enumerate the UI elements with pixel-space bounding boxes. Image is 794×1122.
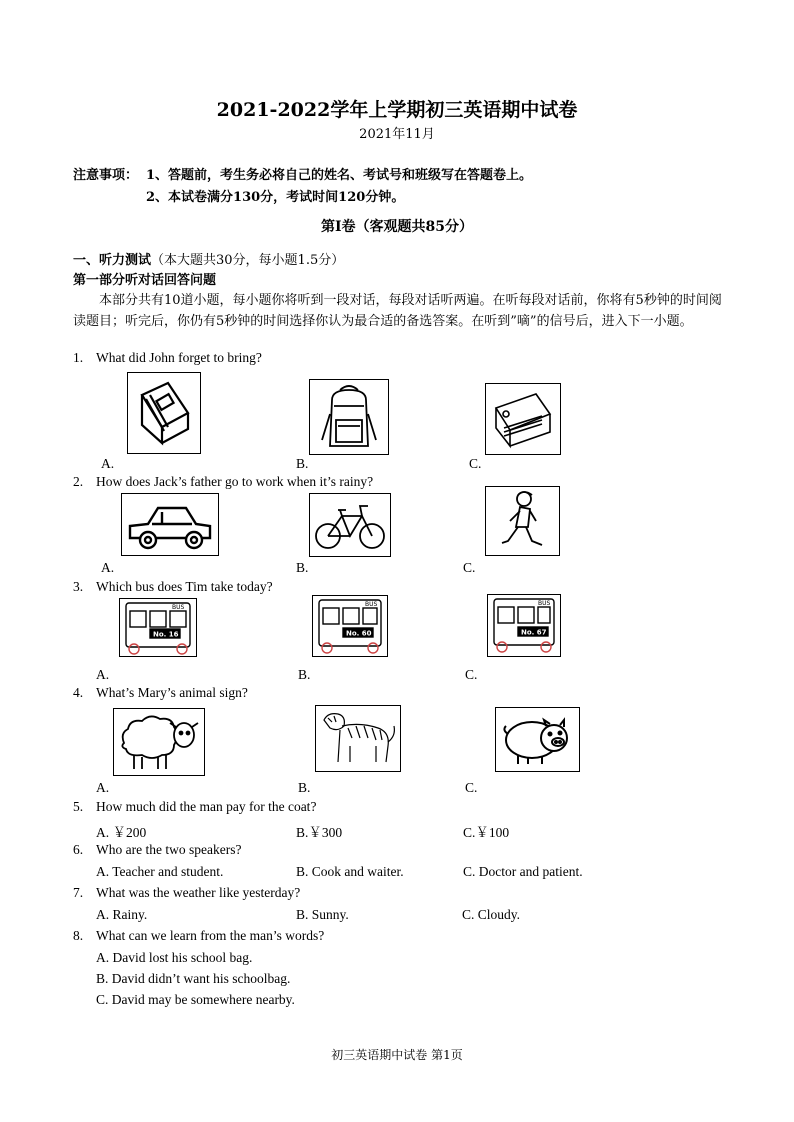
sheep-icon — [113, 708, 205, 776]
question-text: What was the weather like yesterday? — [96, 885, 301, 900]
question-text: What can we learn from the man’s words? — [96, 928, 325, 943]
option-a[interactable]: A. ￥200 — [96, 825, 147, 840]
pig-icon — [495, 707, 580, 772]
option-b[interactable]: B.￥300 — [296, 825, 343, 840]
note-item-1: 1、答题前，考生务必将自己的姓名、考试号和班级写在答题卷上。 — [146, 168, 533, 183]
car-icon — [121, 493, 219, 556]
bus-number: No. 67 — [521, 628, 547, 637]
option-a[interactable]: A. David lost his school bag. — [96, 950, 253, 965]
pencil-case-icon — [485, 383, 561, 455]
bicycle-icon — [309, 493, 391, 557]
option-c[interactable]: C. — [469, 456, 482, 471]
volume-title: 第I卷（客观题共85分） — [320, 219, 474, 235]
question-number: 6. — [73, 842, 84, 857]
option-c[interactable]: C. David may be somewhere nearby. — [96, 992, 295, 1007]
part-title: 第一部分听对话回答问题 — [73, 273, 217, 288]
walking-man-icon — [485, 486, 560, 556]
option-a[interactable]: A. Teacher and student. — [96, 864, 224, 879]
question-number: 3. — [73, 579, 84, 594]
note-item-2: 2、本试卷满分130分，考试时间120分钟。 — [146, 190, 405, 205]
backpack-icon — [309, 379, 389, 455]
option-b[interactable]: B. — [296, 560, 309, 575]
option-c[interactable]: C.￥100 — [463, 825, 510, 840]
bus-16-icon — [119, 598, 197, 657]
option-c[interactable]: C. — [465, 780, 478, 795]
instructions-paragraph: 本部分共有10道小题，每小题你将听到一段对话，每段对话听两遍。在听每段对话前，你将有5秒钟的时间阅读题目；听完后，你仍有5秒钟的时间选择你认为最合适的备选答案。在听到”嘀”的信号后，进入下一小题。 — [73, 293, 722, 329]
bus-67-icon — [487, 594, 561, 657]
option-a[interactable]: A. Rainy. — [96, 907, 148, 922]
option-a[interactable]: A. — [96, 780, 110, 795]
bus-number: No. 16 — [153, 630, 179, 639]
option-b[interactable]: B. — [298, 667, 311, 682]
exam-date: 2021年11月 — [359, 127, 435, 142]
notes-label: 注意事项： — [73, 168, 139, 183]
question-number: 5. — [73, 799, 84, 814]
option-b[interactable]: B. — [298, 780, 311, 795]
option-a[interactable]: A. — [96, 667, 110, 682]
section1-title: 一、听力测试 — [73, 253, 152, 268]
page-footer: 初三英语期中试卷 第1页 — [331, 1048, 463, 1062]
bus-label: BUS — [365, 601, 378, 608]
option-a[interactable]: A. — [101, 560, 115, 575]
question-text: Which bus does Tim take today? — [96, 579, 273, 594]
option-b[interactable]: B. Cook and waiter. — [296, 864, 404, 879]
tiger-icon — [315, 705, 401, 772]
section1-subtitle: （本大题共30分，每小题1.5分） — [151, 253, 345, 268]
option-c[interactable]: C. — [465, 667, 478, 682]
bus-number: No. 60 — [346, 629, 372, 638]
bus-label: BUS — [538, 600, 551, 607]
bus-label: BUS — [172, 604, 185, 611]
question-number: 8. — [73, 928, 84, 943]
question-text: Who are the two speakers? — [96, 842, 242, 857]
option-c[interactable]: C. Doctor and patient. — [463, 864, 583, 879]
question-number: 7. — [73, 885, 84, 900]
question-text: How does Jack’s father go to work when it’s rainy? — [96, 474, 374, 489]
question-number: 2. — [73, 474, 84, 489]
question-number: 1. — [73, 350, 84, 365]
option-a[interactable]: A. — [101, 456, 115, 471]
option-c[interactable]: C. — [463, 560, 476, 575]
option-b[interactable]: B. David didn’t want his schoolbag. — [96, 971, 291, 986]
option-b[interactable]: B. Sunny. — [296, 907, 349, 922]
question-text: What did John forget to bring? — [96, 350, 262, 365]
section1-heading — [73, 249, 344, 268]
question-text: How much did the man pay for the coat? — [96, 799, 317, 814]
page-title: 2021-2022学年上学期初三英语期中试卷 — [216, 99, 578, 121]
book-icon — [127, 372, 201, 454]
option-b[interactable]: B. — [296, 456, 309, 471]
question-text: What’s Mary’s animal sign? — [96, 685, 248, 700]
question-number: 4. — [73, 685, 84, 700]
option-c[interactable]: C. Cloudy. — [462, 907, 521, 922]
bus-60-icon — [312, 595, 388, 657]
